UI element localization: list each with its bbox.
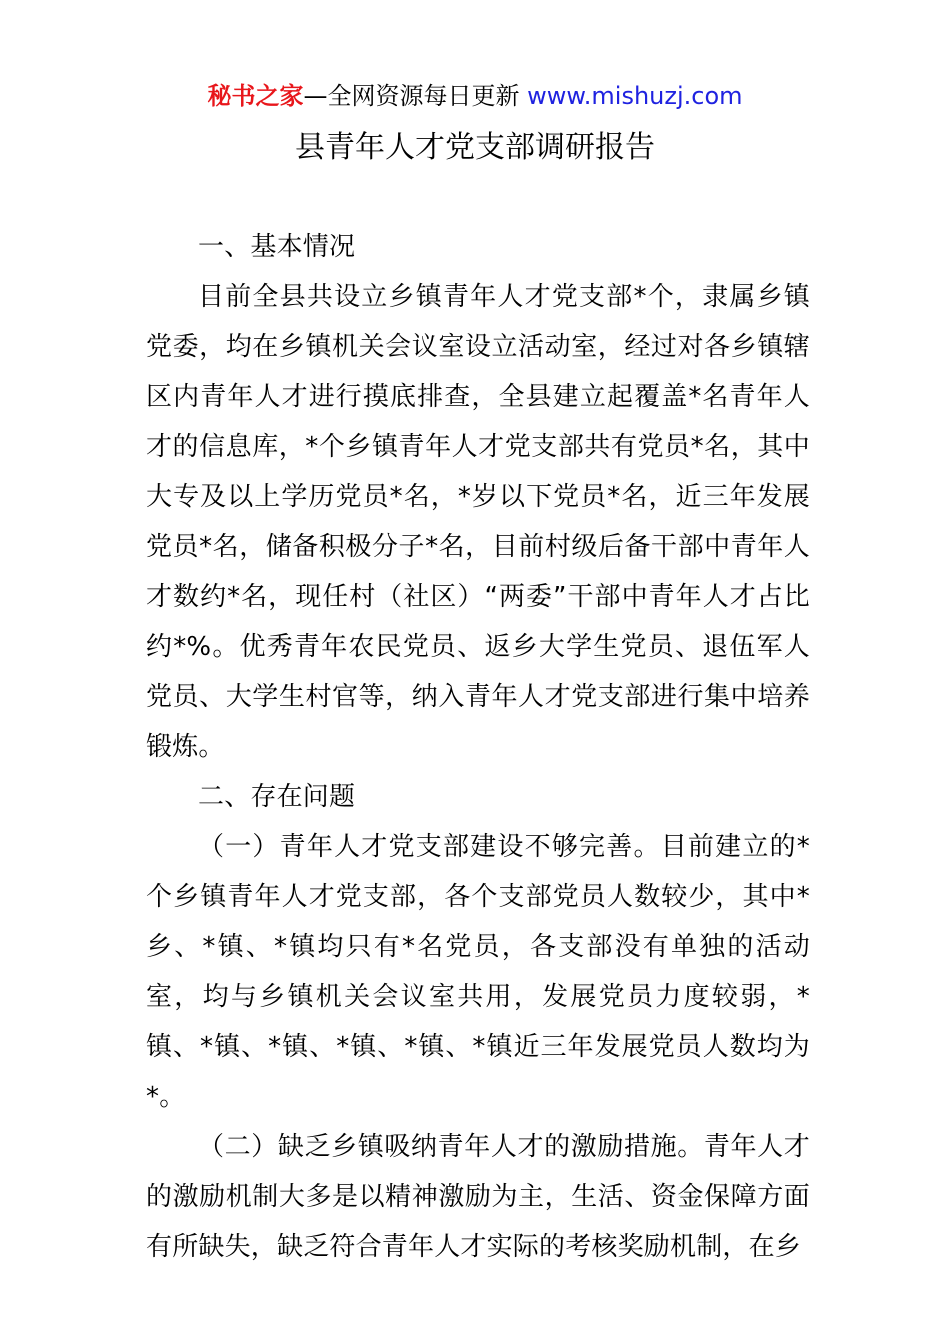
paragraph-problem-two: （二）缺乏乡镇吸纳青年人才的激励措施。青年人才的激励机制大多是以精神激励为主，生活、资金保障方面有所缺失，缺乏符合青年人才实际的考核奖励机制，在乡 (146, 1132, 810, 1262)
document-body (146, 222, 810, 1272)
section-heading-basic-situation: 一、基本情况 (198, 232, 356, 262)
paragraph-basic-situation: 目前全县共设立乡镇青年人才党支部*个，隶属乡镇党委，均在乡镇机关会议室设立活动室，经过对各乡镇辖区内青年人才进行摸底排查，全县建立起覆盖*名青年人才的信息库，*个乡镇青年人才党支部共有党员*名，其中大专及以上学历党员*名，*岁以下党员*名，近三年发展党员*名，储备积极分子*名，目前村级后备干部中青年人才数约*名，现任村（社区）“两委”干部中青年人才占比约*%。优秀青年农民党员、返乡大学生党员、退伍军人党员、大学生村官等，纳入青年人才党支部进行集中培养锻炼。 (146, 282, 810, 762)
paragraph-problem-one: （一）青年人才党支部建设不够完善。目前建立的*个乡镇青年人才党支部，各个支部党员人数较少，其中*乡、*镇、*镇均只有*名党员，各支部没有单独的活动室，均与乡镇机关会议室共用，发展党员力度较弱，*镇、*镇、*镇、*镇、*镇、*镇近三年发展党员人数均为*。 (146, 832, 810, 1112)
section-heading-existing-problems: 二、存在问题 (198, 782, 356, 812)
site-header-banner (0, 80, 950, 112)
site-brand: 秘书之家 (207, 82, 304, 110)
site-url-link[interactable]: www.mishuzj.com (527, 82, 743, 110)
site-tagline: —全网资源每日更新 (303, 82, 528, 110)
document-title: 县青年人才党支部调研报告 (295, 130, 655, 165)
